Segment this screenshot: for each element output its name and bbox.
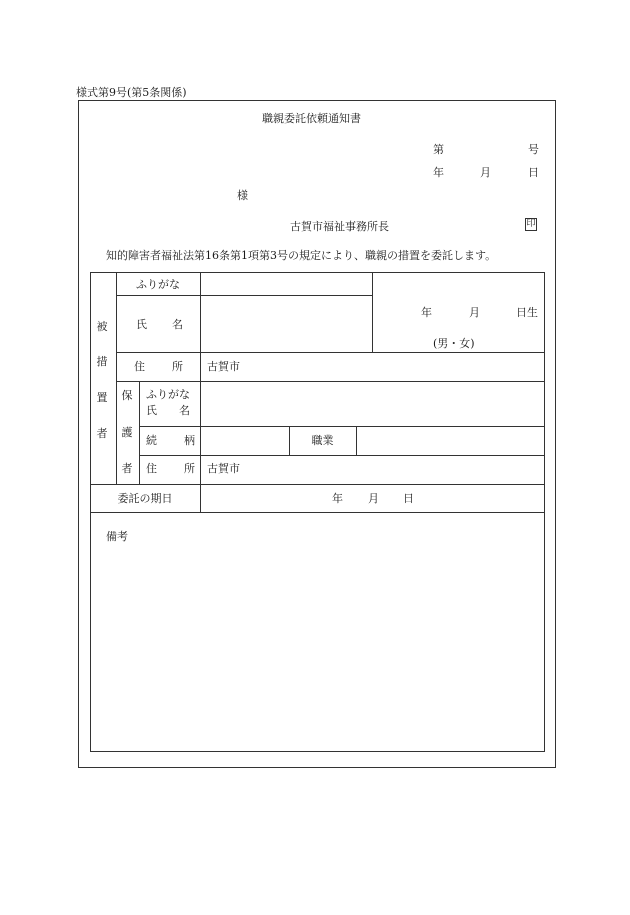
guardian-furigana-label: ふりがな [146, 388, 190, 401]
period-month: 月 [368, 492, 379, 505]
guardian-address-label-2: 所 [184, 462, 195, 475]
sex-field: (男・女) [433, 337, 475, 350]
date-month: 月 [480, 166, 491, 179]
table-line [116, 295, 372, 296]
address-value: 古賀市 [207, 360, 240, 373]
date-day: 日 [528, 166, 539, 179]
body-text: 知的障害者福祉法第16条第1項第3号の規定により、職親の措置を委託します。 [106, 249, 497, 262]
birth-year: 年 [421, 306, 432, 319]
table-line [372, 272, 373, 352]
table-line [116, 352, 545, 353]
document-title: 職親委託依頼通知書 [262, 112, 361, 125]
doc-number-prefix: 第 [433, 143, 444, 156]
guardian-name-label: 氏 名 [146, 404, 190, 417]
table-line [356, 426, 357, 455]
birth-day: 日生 [516, 306, 538, 319]
period-label: 委託の期日 [117, 492, 173, 505]
subject-header-char: 被 [96, 320, 108, 333]
name-label-2: 名 [172, 318, 183, 331]
address-label-1: 住 [134, 360, 145, 373]
table-line [90, 512, 545, 513]
table-line [116, 381, 545, 382]
period-year: 年 [332, 492, 343, 505]
subject-header-char: 措 [96, 355, 108, 368]
subject-header-char: 置 [96, 391, 108, 404]
birth-month: 月 [469, 306, 480, 319]
remarks-label: 備考 [106, 530, 128, 543]
period-day: 日 [403, 492, 414, 505]
subject-header-char: 者 [96, 427, 108, 440]
relation-label-2: 柄 [184, 434, 195, 447]
furigana-label: ふりがな [136, 278, 180, 291]
table-line [139, 455, 545, 456]
table-line [116, 272, 117, 484]
table-line [200, 272, 201, 512]
guardian-address-label-1: 住 [146, 462, 157, 475]
addressee-suffix: 様 [237, 189, 248, 202]
guardian-address-value: 古賀市 [207, 462, 240, 475]
name-label-1: 氏 [136, 318, 147, 331]
address-label-2: 所 [172, 360, 183, 373]
table-line [90, 484, 545, 485]
relation-label-1: 続 [146, 434, 157, 447]
seal-stamp: 印 [526, 219, 536, 229]
form-number: 様式第9号(第5条関係) [76, 86, 187, 99]
table-line [139, 381, 140, 484]
guardian-header-char: 護 [121, 426, 133, 439]
occupation-label: 職業 [311, 434, 334, 447]
table-line [139, 426, 545, 427]
guardian-header-char: 保 [121, 389, 133, 402]
date-year: 年 [433, 166, 444, 179]
doc-number-suffix: 号 [528, 143, 539, 156]
guardian-header-char: 者 [121, 462, 133, 475]
issuer-name: 古賀市福祉事務所長 [290, 220, 389, 233]
